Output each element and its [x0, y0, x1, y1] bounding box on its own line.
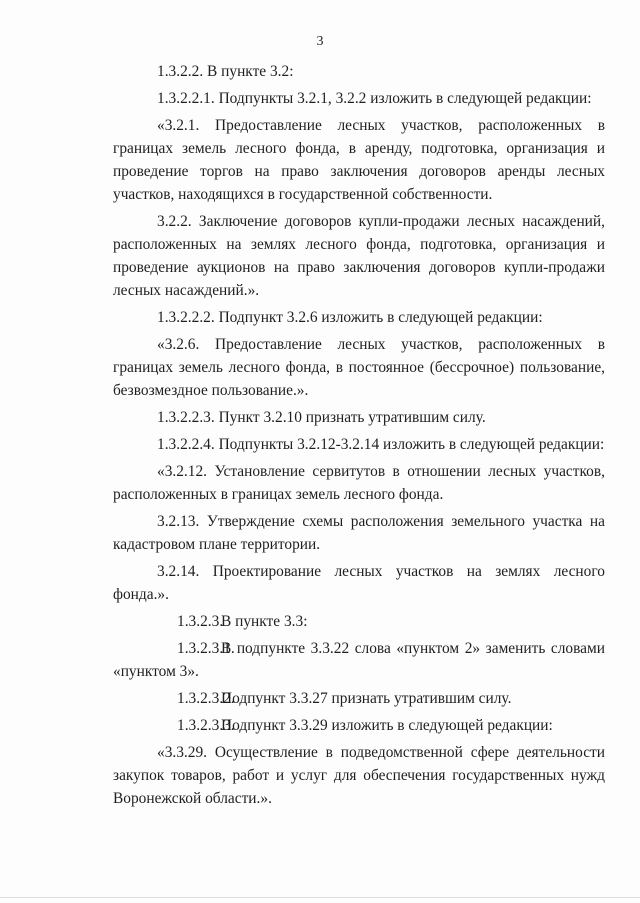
paragraph: «3.3.29. Осуществление в подведомственной сфере деятельности закупок товаров, работ и услуг для обеспечения государственных нужд Воронежской области.». — [113, 744, 605, 807]
paragraph-text: В подпункте 3.3.22 слова «пунктом 2» заменить словами «пунктом 3». — [113, 640, 605, 680]
paragraph-number: 1.3.2.3.1. — [177, 640, 235, 657]
paragraph: 1.3.2.2. В пункте 3.2: — [157, 63, 294, 80]
paragraph — [113, 714, 605, 737]
paragraph: «3.2.12. Установление сервитутов в отношении лесных участков, расположенных в границах земель лесного фонда. — [113, 463, 605, 503]
paragraph — [113, 687, 605, 710]
paragraph — [113, 637, 605, 683]
paragraph-number: 1.3.2.3.3. — [177, 717, 235, 734]
paragraph-text: Подпункт 3.3.29 изложить в следующей редакции: — [221, 717, 553, 734]
paragraph-text: В пункте 3.3: — [221, 613, 308, 630]
paragraph: 1.3.2.2.3. Пункт 3.2.10 признать утратившим силу. — [157, 409, 486, 426]
paragraph: «3.2.1. Предоставление лесных участков, расположенных в границах земель лесного фонда, в аренду, подготовка, организация и проведение торгов на право заключения договоров аренды лесных участков, находящихся в государственной собственности. — [113, 117, 605, 203]
paragraph-text: Подпункт 3.3.27 признать утратившим силу. — [221, 690, 512, 707]
document-body — [113, 60, 605, 814]
paragraph — [113, 610, 605, 633]
paragraph: 1.3.2.2.4. Подпункты 3.2.12-3.2.14 изложить в следующей редакции: — [157, 436, 605, 453]
paragraph-number: 1.3.2.3.2. — [177, 690, 235, 707]
paragraph: 3.2.13. Утверждение схемы расположения земельного участка на кадастровом плане территории. — [113, 513, 605, 553]
paragraph: 1.3.2.2.2. Подпункт 3.2.6 изложить в следующей редакции: — [157, 309, 543, 326]
paragraph: «3.2.6. Предоставление лесных участков, расположенных в границах земель лесного фонда, в постоянное (бессрочное) пользование, безвозмездное пользование.». — [113, 336, 605, 399]
paragraph: 3.2.2. Заключение договоров купли-продажи лесных насаждений, расположенных на землях лесного фонда, подготовка, организация и проведение аукционов на право заключения договоров купли-продажи лесных насаждений.». — [113, 213, 605, 299]
paragraph-number: 1.3.2.3. — [177, 613, 224, 630]
paragraph: 1.3.2.2.1. Подпункты 3.2.1, 3.2.2 изложить в следующей редакции: — [157, 90, 592, 107]
scan-edge-line — [0, 897, 640, 901]
page-number: 3 — [316, 34, 324, 49]
paragraph: 3.2.14. Проектирование лесных участков на землях лесного фонда.». — [113, 563, 605, 603]
